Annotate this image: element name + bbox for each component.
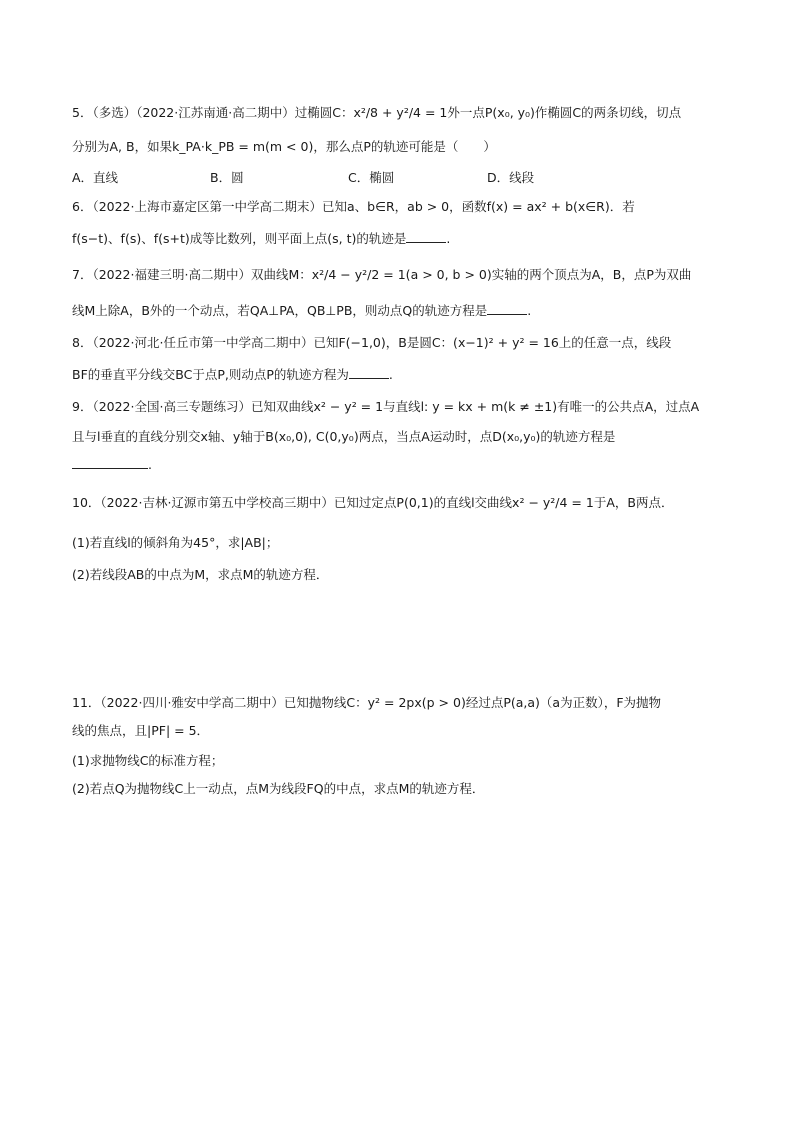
- problem-9-line-2: 且与l垂直的直线分别交x轴、y轴于B(x₀,0), C(0,y₀)两点，当点A运动时，点D(x₀,y₀)的轨迹方程是: [72, 429, 616, 444]
- problem-5-option-d: D．线段: [487, 170, 535, 185]
- answer-blank: [406, 230, 446, 243]
- problem-6-line-1: 6．（2022·上海市嘉定区第一中学高二期末）已知a、b∈R，ab > 0，函数f(x) = ax² + b(x∈R)．若: [72, 199, 635, 214]
- problem-8-line-2-wrap: [72, 366, 393, 384]
- answer-blank: [487, 302, 527, 315]
- problem-5-option-c: C．椭圆: [348, 170, 395, 185]
- period: .: [148, 457, 152, 472]
- problem-9-line-3: [72, 456, 152, 474]
- problem-11-line-2: 线的焦点，且|PF| = 5．: [72, 723, 210, 738]
- problem-10-sub-1: (1)若直线l的倾斜角为45°，求|AB|；: [72, 535, 279, 550]
- problem-7-line-2-wrap: [72, 302, 531, 320]
- problem-5-option-a: A．直线: [72, 170, 119, 185]
- problem-7-line-1: 7．（2022·福建三明·高二期中）双曲线M：x²/4 − y²/2 = 1(a > 0, b > 0)实轴的两个顶点为A，B，点P为双曲: [72, 267, 692, 282]
- problem-6-line-2-wrap: [72, 230, 450, 248]
- problem-7-line-2: 线M上除A，B外的一个动点，若QA⊥PA，QB⊥PB，则动点Q的轨迹方程是: [72, 303, 488, 318]
- problem-9-line-1: 9．（2022·全国·高三专题练习）已知双曲线x² − y² = 1与直线l: y = kx + m(k ≠ ±1)有唯一的公共点A，过点A: [72, 399, 700, 414]
- answer-blank: [349, 366, 389, 379]
- period: .: [527, 303, 532, 318]
- problem-11-line-1: 11．（2022·四川·雅安中学高二期中）已知抛物线C：y² = 2px(p > 0)经过点P(a,a)（a为正数），F为抛物: [72, 695, 662, 710]
- problem-11-sub-2: (2)若点Q为抛物线C上一动点，点M为线段FQ的中点，求点M的轨迹方程．: [72, 781, 485, 796]
- problem-11-sub-1: (1)求抛物线C的标准方程；: [72, 753, 224, 768]
- period: .: [446, 231, 451, 246]
- problem-10-sub-2: (2)若线段AB的中点为M，求点M的轨迹方程．: [72, 567, 329, 582]
- problem-8-line-2: BF的垂直平分线交BC于点P,则动点P的轨迹方程为: [72, 367, 349, 382]
- problem-5-line-1: 5．（多选）（2022·江苏南通·高二期中）过椭圆C：x²/8 + y²/4 = 1外一点P(x₀, y₀)作椭圆C的两条切线，切点: [72, 105, 682, 120]
- problem-8-line-1: 8．（2022·河北·任丘市第一中学高二期中）已知F(−1,0)，B是圆C：(x−1)² + y² = 16上的任意一点，线段: [72, 335, 672, 350]
- problem-5-line-2: 分别为A, B，如果k_PA·k_PB = m(m < 0)，那么点P的轨迹可能是（ ）: [72, 139, 496, 154]
- period: .: [388, 367, 393, 382]
- problem-6-line-2: f(s−t)、f(s)、f(s+t)成等比数列，则平面上点(s, t)的轨迹是: [72, 231, 407, 246]
- answer-blank: [72, 456, 148, 469]
- problem-10-line-1: 10．（2022·吉林·辽源市第五中学校高三期中）已知过定点P(0,1)的直线l交曲线x² − y²/4 = 1于A，B两点．: [72, 495, 674, 510]
- problem-5-option-b: B．圆: [210, 170, 244, 185]
